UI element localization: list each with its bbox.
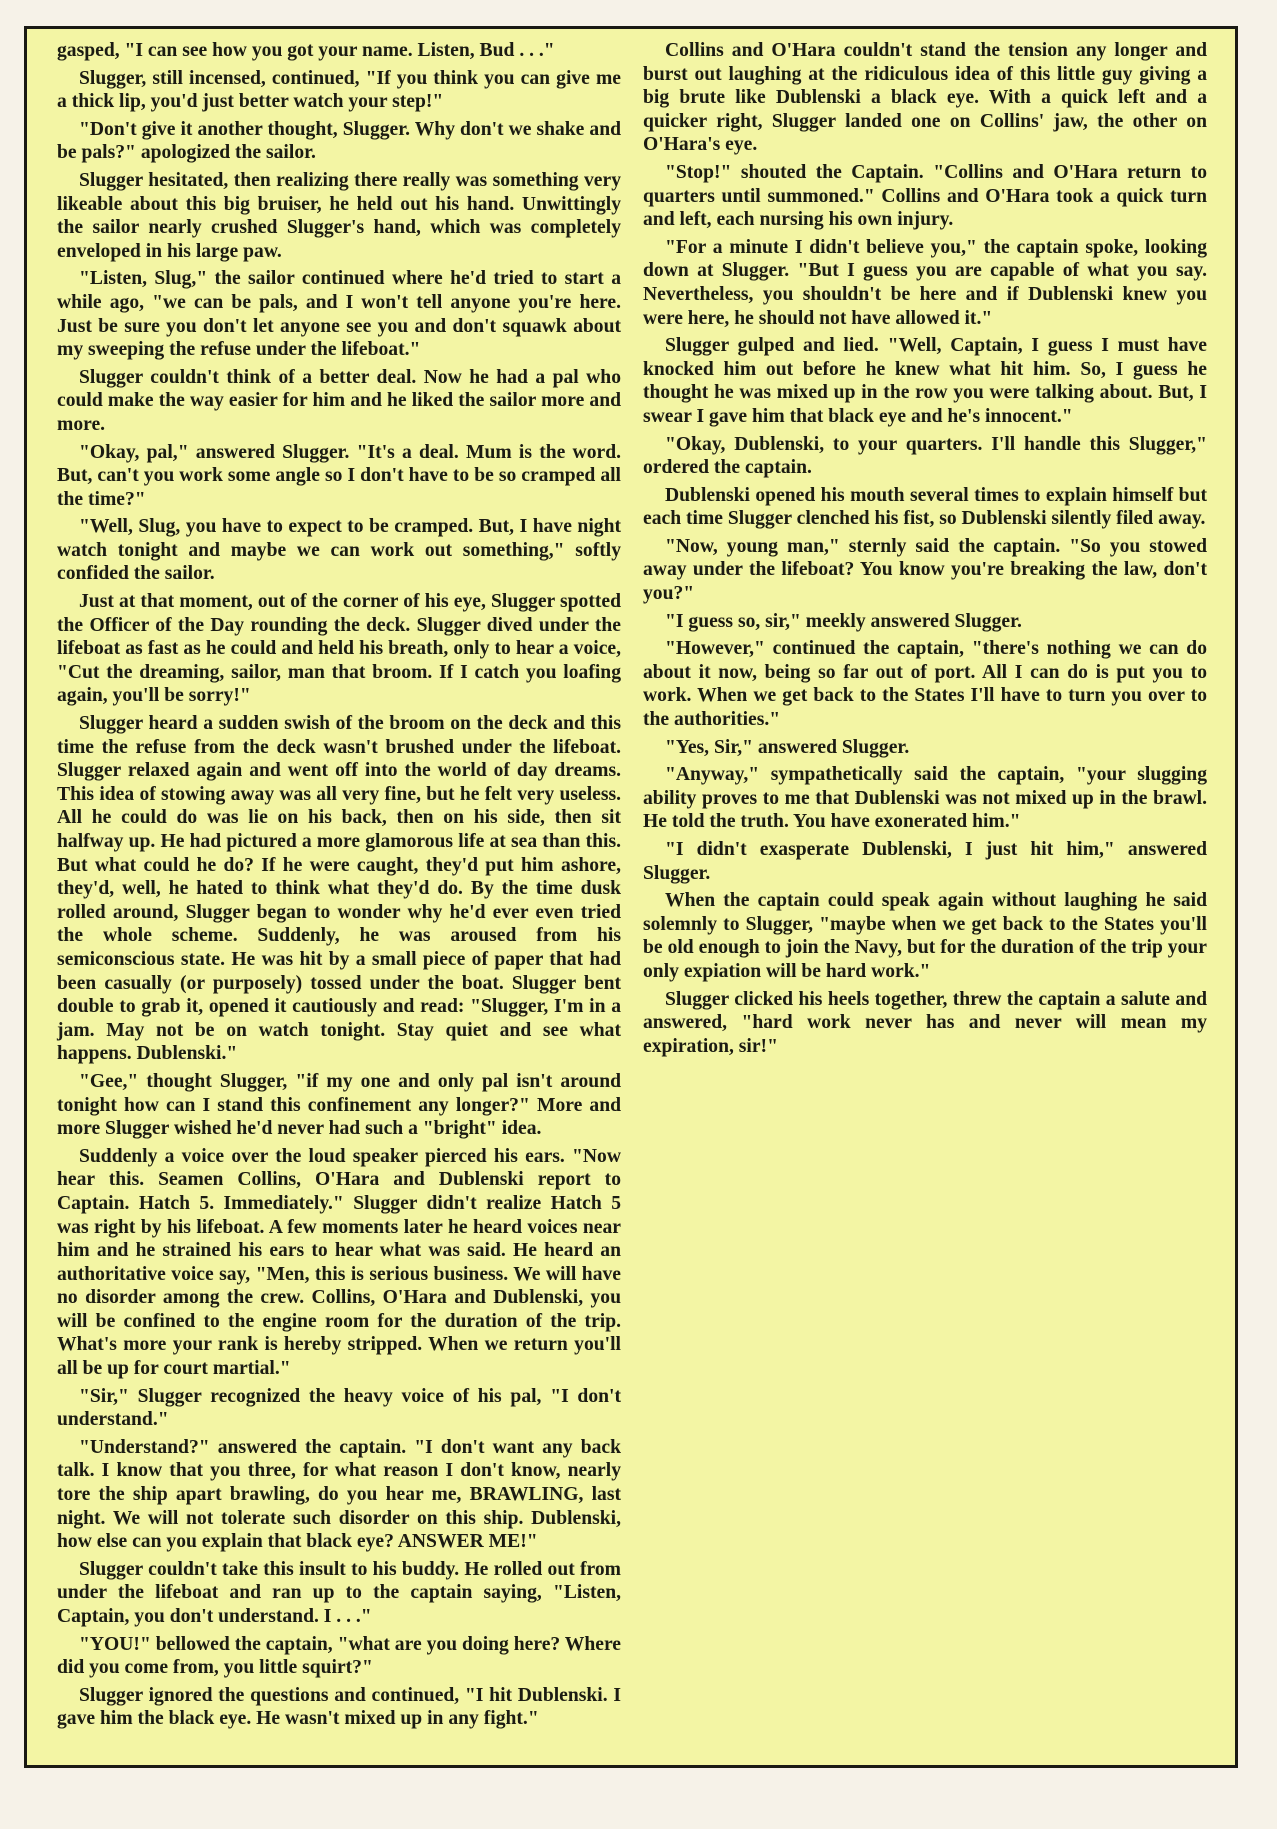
story-paragraph: Slugger clicked his heels together, threw the captain a salute and answered, "hard work never has and never will mean my expiration, sir!"	[643, 988, 1207, 1057]
story-paragraph: "Anyway," sympathetically said the captain, "your slugging ability proves to me that Dublenski was not mixed up in the brawl. He told the truth. You have exonerated him."	[643, 764, 1207, 833]
story-paragraph: Slugger heard a sudden swish of the broom on the deck and this time the refuse from the deck wasn't brushed under the lifeboat. Slugger relaxed again and went off into the world of day dreams. This idea of stowing away was all very fine, but he felt very useless. All he could do was lie on his back, then on his side, then sit halfway up. He had pictured a more glamorous life at sea than this. But what could he do? If he were caught, they'd put him ashore, they'd, well, he hated to think what they'd do. By the time dusk rolled around, Slugger began to wonder why he'd ever even tried the whole scheme. Suddenly, he was aroused from his semiconscious state. He was hit by a small piece of paper that had been casually (or purposely) tossed under the boat. Slugger bent double to grab it, opened it cautiously and read: "Slugger, I'm in a jam. May not be on watch tonight. Stay quiet and see what happens. Dublenski."	[57, 713, 621, 1065]
story-paragraph: When the captain could speak again without laughing he said solemnly to Slugger, "maybe when we get back to the States you'll be old enough to join the Navy, but for the duration of the trip your only expiation will be hard work."	[643, 890, 1207, 982]
story-paragraph: "Yes, Sir," answered Slugger.	[665, 736, 910, 758]
story-text-panel	[24, 26, 1238, 1768]
story-paragraph: Suddenly a voice over the loud speaker pierced his ears. "Now hear this. Seamen Collins, O'Hara and Dublenski report to Captain. Hatch 5. Immediately." Slugger didn't realize Hatch 5 was right by his lifeboat. A few moments later he heard voices near him and he strained his ears to hear what was said. He heard an authoritative voice say, "Men, this is serious business. We will have no disorder among the crew. Collins, O'Hara and Dublenski, you will be confined to the engine room for the duration of the trip. What's more your rank is hereby stripped. When we return you'll all be up for court martial."	[57, 1145, 621, 1380]
story-paragraph: "Now, young man," sternly said the captain. "So you stowed away under the lifeboat? You know you're breaking the law, don't you?"	[643, 535, 1207, 605]
story-paragraph: Collins and O'Hara couldn't stand the tension any longer and burst out laughing at the ridiculous idea of this little guy giving a big brute like Dublenski a black eye. With a quick left and a quicker right, Slugger landed one on Collins' jaw, the other on O'Hara's eye.	[643, 40, 1207, 156]
story-paragraph: "Understand?" answered the captain. "I don't want any back talk. I know that you three, for what reason I don't know, nearly tore the ship apart brawling, do you hear me, BRAWLING, last night. We will not tolerate such disorder on this ship. Dublenski, how else can you explain that black eye? ANSWER ME!"	[57, 1436, 621, 1553]
story-paragraph: Slugger gulped and lied. "Well, Captain, I guess I must have knocked him out before he knew what hit him. So, I guess he thought he was mixed up in the row you were talking about. But, I swear I gave him that black eye and he's innocent."	[643, 335, 1207, 427]
story-paragraph: Slugger, still incensed, continued, "If you think you can give me a thick lip, you'd just better watch your step!"	[57, 67, 621, 113]
story-paragraph: "However," continued the captain, "there's nothing we can do about it now, being so far out of port. All I can do is put you to work. When we get back to the States I'll have to turn you over to the authorities."	[643, 638, 1207, 731]
story-paragraph: "Okay, pal," answered Slugger. "It's a deal. Mum is the word. But, can't you work some angle so I don't have to be so cramped all the time?"	[57, 441, 621, 510]
story-paragraph: gasped, "I can see how you got your name. Listen, Bud . . ."	[57, 40, 555, 61]
story-paragraph: "Don't give it another thought, Slugger. Why don't we shake and be pals?" apologized the sailor.	[57, 118, 621, 164]
story-paragraph: Dublenski opened his mouth several times to explain himself but each time Slugger clenched his fist, so Dublenski silently filed away.	[643, 484, 1207, 530]
story-paragraph: "Gee," thought Slugger, "if my one and only pal isn't around tonight how can I stand this confinement any longer?" More and more Slugger wished he'd never had such a "bright" idea.	[57, 1070, 621, 1140]
story-paragraph: "I guess so, sir," meekly answered Slugger.	[665, 610, 1022, 632]
story-paragraph: "For a minute I didn't believe you," the captain spoke, looking down at Slugger. "But I guess you are capable of what you say. Nevertheless, you shouldn't be here and if Dublenski knew you were here, he should not have allowed it."	[643, 236, 1207, 329]
story-paragraph: Just at that moment, out of the corner of his eye, Slugger spotted the Officer of the Day rounding the deck. Slugger dived under the lifeboat as fast as he could and held his breath, only to hear a voice, "Cut the dreaming, sailor, man that broom. If I catch you loafing again, you'll be sorry!"	[57, 591, 621, 707]
story-paragraph: "I didn't exasperate Dublenski, I just hit him," answered Slugger.	[643, 839, 1207, 884]
story-paragraph: Slugger hesitated, then realizing there really was something very likeable about this big bruiser, he held out his hand. Unwittingly the sailor nearly crushed Slugger's hand, which was completely enveloped in his large paw.	[57, 169, 621, 262]
story-paragraph: Slugger couldn't take this insult to his buddy. He rolled out from under the lifeboat and ran up to the captain saying, "Listen, Captain, you don't understand. I . . ."	[57, 1558, 621, 1627]
story-paragraph: Slugger ignored the questions and continued, "I hit Dublenski. I gave him the black eye. He wasn't mixed up in any fight."	[57, 1684, 621, 1730]
story-paragraph: "Sir," Slugger recognized the heavy voice of his pal, "I don't understand."	[57, 1385, 621, 1431]
story-columns	[57, 39, 1207, 1757]
story-paragraph: Slugger couldn't think of a better deal. Now he had a pal who could make the way easier for him and he liked the sailor more and more.	[57, 366, 621, 435]
story-paragraph: "Well, Slug, you have to expect to be cramped. But, I have night watch tonight and maybe we can work out something," softly confided the sailor.	[57, 516, 621, 585]
story-paragraph: "Okay, Dublenski, to your quarters. I'll handle this Slugger," ordered the captain.	[643, 433, 1207, 479]
story-paragraph: "Stop!" shouted the Captain. "Collins and O'Hara return to quarters until summoned." Collins and O'Hara took a quick turn and left, each nursing his own injury.	[643, 161, 1207, 231]
story-paragraph: "YOU!" bellowed the captain, "what are you doing here? Where did you come from, you little squirt?"	[57, 1633, 621, 1679]
story-paragraph: "Listen, Slug," the sailor continued where he'd tried to start a while ago, "we can be pals, and I won't tell anyone you're here. Just be sure you don't let anyone see you and don't squawk about my sweeping the refuse under the lifeboat."	[57, 268, 621, 361]
